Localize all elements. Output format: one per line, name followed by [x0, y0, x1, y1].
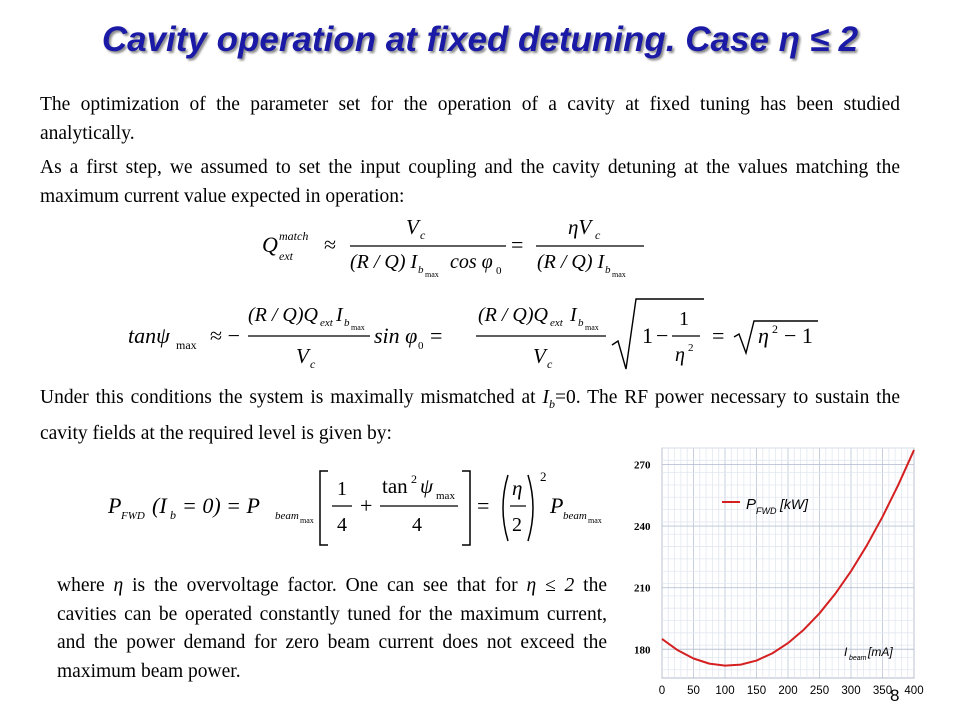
eq2-equals: =	[430, 323, 443, 348]
eq2-num2-isub: b	[578, 317, 584, 329]
eq2-den2-sub: c	[547, 357, 553, 371]
eq2-num2: (R / Q)Q	[478, 304, 548, 326]
eq2-num2-i: I	[570, 304, 577, 326]
eq3-frac2-num-sup: 2	[411, 472, 417, 486]
paragraph-overvoltage-condition: η ≤ 2	[526, 575, 575, 596]
eq2-num1-isubsub: max	[351, 323, 365, 332]
eq2-one: 1	[642, 323, 653, 348]
paragraph-overvoltage-text-2: the cavities can be operated constantly tuned for the maximum current, and the power demand for zero beam current does not exceed the maximum beam power.	[57, 575, 608, 682]
eq2-rhs: η	[758, 323, 769, 348]
eq2-num1: (R / Q)Q	[248, 304, 318, 326]
equation-q-ext-match	[258, 208, 658, 285]
xlabel-unit: [mA]	[868, 645, 893, 659]
eq2-num2-isubsub: max	[585, 323, 599, 332]
eq1-den1-subsub: max	[425, 270, 439, 279]
eq2-equals2: =	[712, 323, 725, 348]
eq3-p: P	[108, 493, 122, 518]
eq1-den1-sub: b	[418, 264, 424, 276]
eq1-den2-sub: b	[605, 264, 611, 276]
paragraph-first-step-text: As a first step, we assumed to set the input coupling and the cavity detuning at the values matching the maximum current value expected in operation:	[40, 157, 900, 207]
paragraph-mismatch-var: I	[542, 387, 549, 408]
equation-p-fwd	[106, 463, 606, 558]
legend-sub: FWD	[756, 506, 777, 516]
eq2-approx: ≈ −	[210, 323, 240, 348]
y-tick-label: 240	[634, 521, 651, 534]
eq3-p-sub: FWD	[121, 510, 145, 522]
eq1-sub-ext: ext	[279, 249, 293, 263]
x-tick-label: 50	[687, 685, 700, 697]
eq3-frac2-num-sub: max	[436, 490, 455, 502]
paragraph-mismatch-text-1: Under this conditions the system is maximally mismatched at	[40, 387, 543, 408]
p-fwd-chart	[628, 446, 924, 700]
equation-q-ext-match-svg	[258, 208, 658, 280]
eq3-beam-sub: beam	[275, 510, 299, 522]
eq3-beam-subsub: max	[300, 516, 314, 525]
paragraph-overvoltage-text-1: is the overvoltage factor. One can see that for	[123, 575, 527, 596]
y-tick-label: 270	[634, 459, 651, 472]
eq2-frac-den: η	[675, 344, 685, 366]
eq3-p2-sub: beam	[563, 510, 587, 522]
eq1-q: Q	[262, 232, 278, 257]
equation-p-fwd-svg	[106, 463, 606, 553]
eq3-equals: =	[477, 493, 490, 518]
y-tick-label: 180	[634, 644, 651, 657]
eq2-num1-isub: b	[344, 317, 350, 329]
eq2-rhs-tail: − 1	[784, 323, 813, 348]
eq1-den1: (R / Q) I	[350, 251, 418, 273]
eq1-den1-tail: cos φ	[450, 251, 493, 273]
x-tick-label: 100	[715, 685, 735, 697]
x-tick-label: 150	[746, 685, 767, 697]
eq3-p2: P	[550, 493, 564, 518]
eq1-den2-subsub: max	[612, 270, 626, 279]
eq2-den1: V	[296, 344, 309, 368]
eq1-num2-sub: c	[595, 228, 601, 242]
eq3-frac3-den: 2	[512, 514, 522, 536]
eq1-den1-tail-sub: 0	[496, 265, 502, 277]
eq1-sup-match: match	[279, 229, 309, 243]
x-tick-label: 200	[778, 685, 798, 697]
eq3-arg-tail: = 0) = P	[182, 493, 260, 518]
legend-p: P	[746, 496, 757, 513]
eq1-equals: =	[511, 232, 524, 257]
paragraph-overvoltage-where: where	[57, 575, 114, 596]
paragraph-overvoltage-eta: η	[113, 575, 124, 596]
eq3-arg-sub: b	[170, 508, 176, 522]
eq2-num1-i: I	[336, 304, 343, 326]
paragraph-first-step	[40, 153, 900, 211]
eq3-p2-subsub: max	[588, 516, 602, 525]
xlabel-i: I	[844, 645, 848, 659]
eq3-frac2-den: 4	[412, 514, 422, 536]
eq1-num1-sub: c	[420, 228, 426, 242]
eq3-arg: (I	[152, 493, 167, 518]
xlabel-sub: beam	[849, 655, 867, 662]
equation-tan-psi-max-svg	[126, 293, 826, 373]
equation-tan-psi-max	[126, 293, 826, 378]
eq2-num2-sub: ext	[550, 317, 563, 329]
eq3-frac3-num: η	[512, 476, 523, 500]
eq3-plus: +	[360, 493, 373, 518]
eq2-sin: sin φ	[374, 323, 418, 348]
eq3-exp: 2	[540, 469, 547, 484]
x-tick-label: 400	[904, 685, 924, 697]
eq2-sin-sub: 0	[418, 340, 424, 352]
eq2-num1-sub: ext	[320, 317, 333, 329]
page-number: 8	[890, 686, 900, 705]
slide-title: Cavity operation at fixed detuning. Case η ≤ 2	[101, 20, 859, 59]
eq2-frac-den-sup: 2	[688, 342, 694, 354]
eq1-approx: ≈	[324, 232, 337, 257]
eq1-den2: (R / Q) I	[537, 251, 605, 273]
paragraph-intro-text: The optimization of the parameter set for the operation of a cavity at fixed tuning has been studied analytically.	[40, 94, 900, 144]
p-fwd-chart-svg	[628, 446, 924, 700]
eq2-rhs-sup: 2	[772, 322, 778, 336]
legend-unit: [kW]	[780, 496, 808, 512]
eq2-lhs-sub: max	[176, 338, 197, 352]
eq3-frac2-num-tail: ψ	[420, 474, 434, 498]
x-tick-label: 250	[809, 685, 830, 697]
paragraph-intro	[40, 90, 900, 148]
x-tick-label: 0	[658, 685, 666, 697]
eq2-minus: −	[656, 323, 669, 348]
eq1-num2: ηV	[568, 215, 592, 239]
eq3-frac1-num: 1	[337, 478, 347, 500]
eq2-den1-sub: c	[310, 357, 316, 371]
eq2-frac-num: 1	[679, 308, 689, 330]
eq2-lhs: tanψ	[128, 323, 170, 348]
paragraph-mismatch	[40, 383, 900, 448]
x-tick-label: 350	[872, 685, 893, 697]
eq1-num1: V	[406, 215, 419, 239]
paragraph-mismatch-sub: b	[548, 396, 555, 411]
y-tick-label: 210	[634, 582, 651, 595]
paragraph-mismatch-text-2: =0. The RF power necessary to sustain the cavity fields at the required level is given by:	[40, 387, 900, 444]
x-tick-label: 300	[841, 685, 861, 697]
paragraph-overvoltage	[57, 572, 607, 686]
eq3-frac2-num: tan	[382, 474, 408, 498]
eq3-frac1-den: 4	[337, 514, 347, 536]
eq2-den2: V	[533, 344, 546, 368]
